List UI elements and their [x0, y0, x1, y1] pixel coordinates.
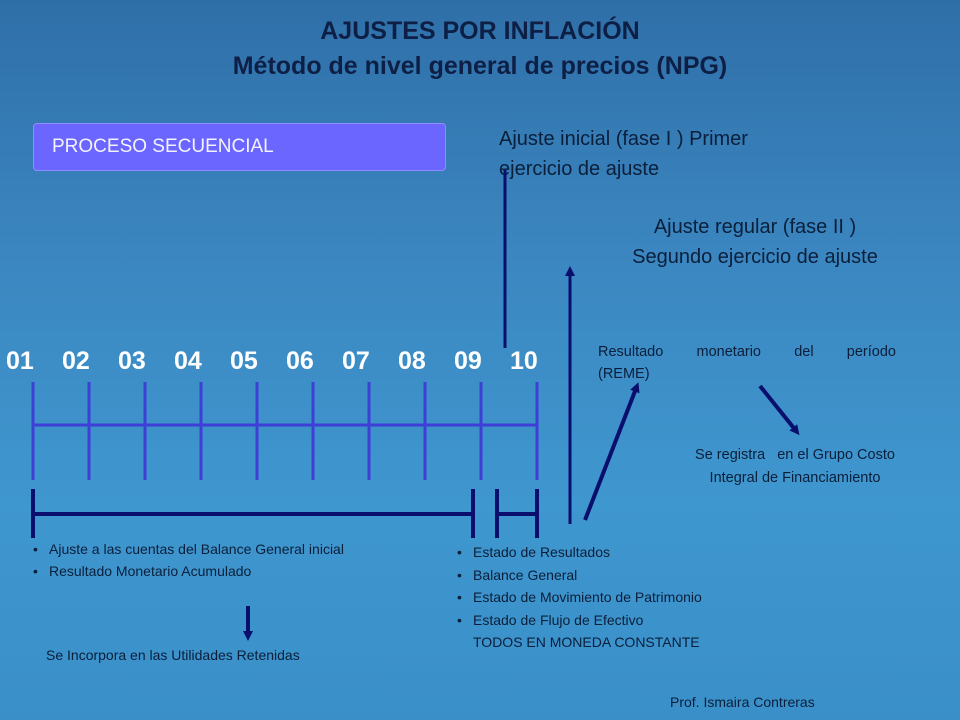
- fase-1-line2: ejercicio de ajuste: [499, 158, 660, 180]
- author-credit: Prof. Ismaira Contreras: [670, 694, 815, 710]
- statements-list: [455, 541, 702, 654]
- list-item: • Estado de Movimiento de Patrimonio: [455, 586, 702, 609]
- reme-word: del: [794, 344, 814, 360]
- reme-word: Resultado: [598, 344, 664, 360]
- timeline-year: 04: [174, 347, 202, 375]
- registra-arrow: [760, 386, 797, 432]
- timeline-year: 02: [62, 347, 90, 375]
- timeline-ticks: [33, 382, 537, 480]
- fase-2-line1: Ajuste regular (fase II ): [653, 216, 857, 238]
- bracket-initial: [33, 489, 473, 538]
- constant-note: TODOS EN MONEDA CONSTANTE: [473, 634, 700, 650]
- reme-arrow: [585, 386, 637, 520]
- fase-1-line1: Ajuste inicial (fase I ) Primer: [499, 128, 748, 150]
- registra-line1: Se registra en el Grupo Costo: [695, 447, 895, 463]
- timeline-year: 10: [510, 347, 538, 375]
- timeline-year: 06: [286, 347, 314, 375]
- list-item: [455, 609, 702, 654]
- timeline-year: 03: [118, 347, 146, 375]
- process-box-label: PROCESO SECUENCIAL: [52, 136, 274, 157]
- registra-label: [660, 444, 930, 490]
- list-item: • Ajuste a las cuentas del Balance General inicial: [31, 538, 344, 560]
- timeline-year: 09: [454, 347, 482, 375]
- timeline-year: 01: [6, 347, 34, 375]
- fase-2-line2: Segundo ejercicio de ajuste: [632, 246, 878, 268]
- reme-label: [598, 341, 896, 385]
- reme-word: monetario: [696, 344, 761, 360]
- slide-subtitle: Método de nivel general de precios (NPG): [232, 52, 728, 80]
- reme-line1: [598, 341, 896, 363]
- slide-title: AJUSTES POR INFLACIÓN: [320, 17, 640, 45]
- initial-adjustment-list: [31, 538, 344, 582]
- reme-line2: (REME): [598, 366, 650, 382]
- list-item-text: • Estado de Flujo de Efectivo: [473, 611, 644, 628]
- list-item: • Estado de Resultados: [455, 541, 702, 564]
- timeline-year: 08: [398, 347, 426, 375]
- reme-word: período: [846, 344, 896, 360]
- list-item: • Resultado Monetario Acumulado: [31, 560, 344, 582]
- timeline-year: 07: [342, 347, 370, 375]
- registra-line2: Integral de Financiamiento: [709, 470, 881, 486]
- bracket-regular: [497, 489, 537, 538]
- timeline-years: [0, 347, 560, 383]
- incorpora-label: Se Incorpora en las Utilidades Retenidas: [46, 647, 300, 663]
- timeline-year: 05: [230, 347, 258, 375]
- list-item: • Balance General: [455, 564, 702, 587]
